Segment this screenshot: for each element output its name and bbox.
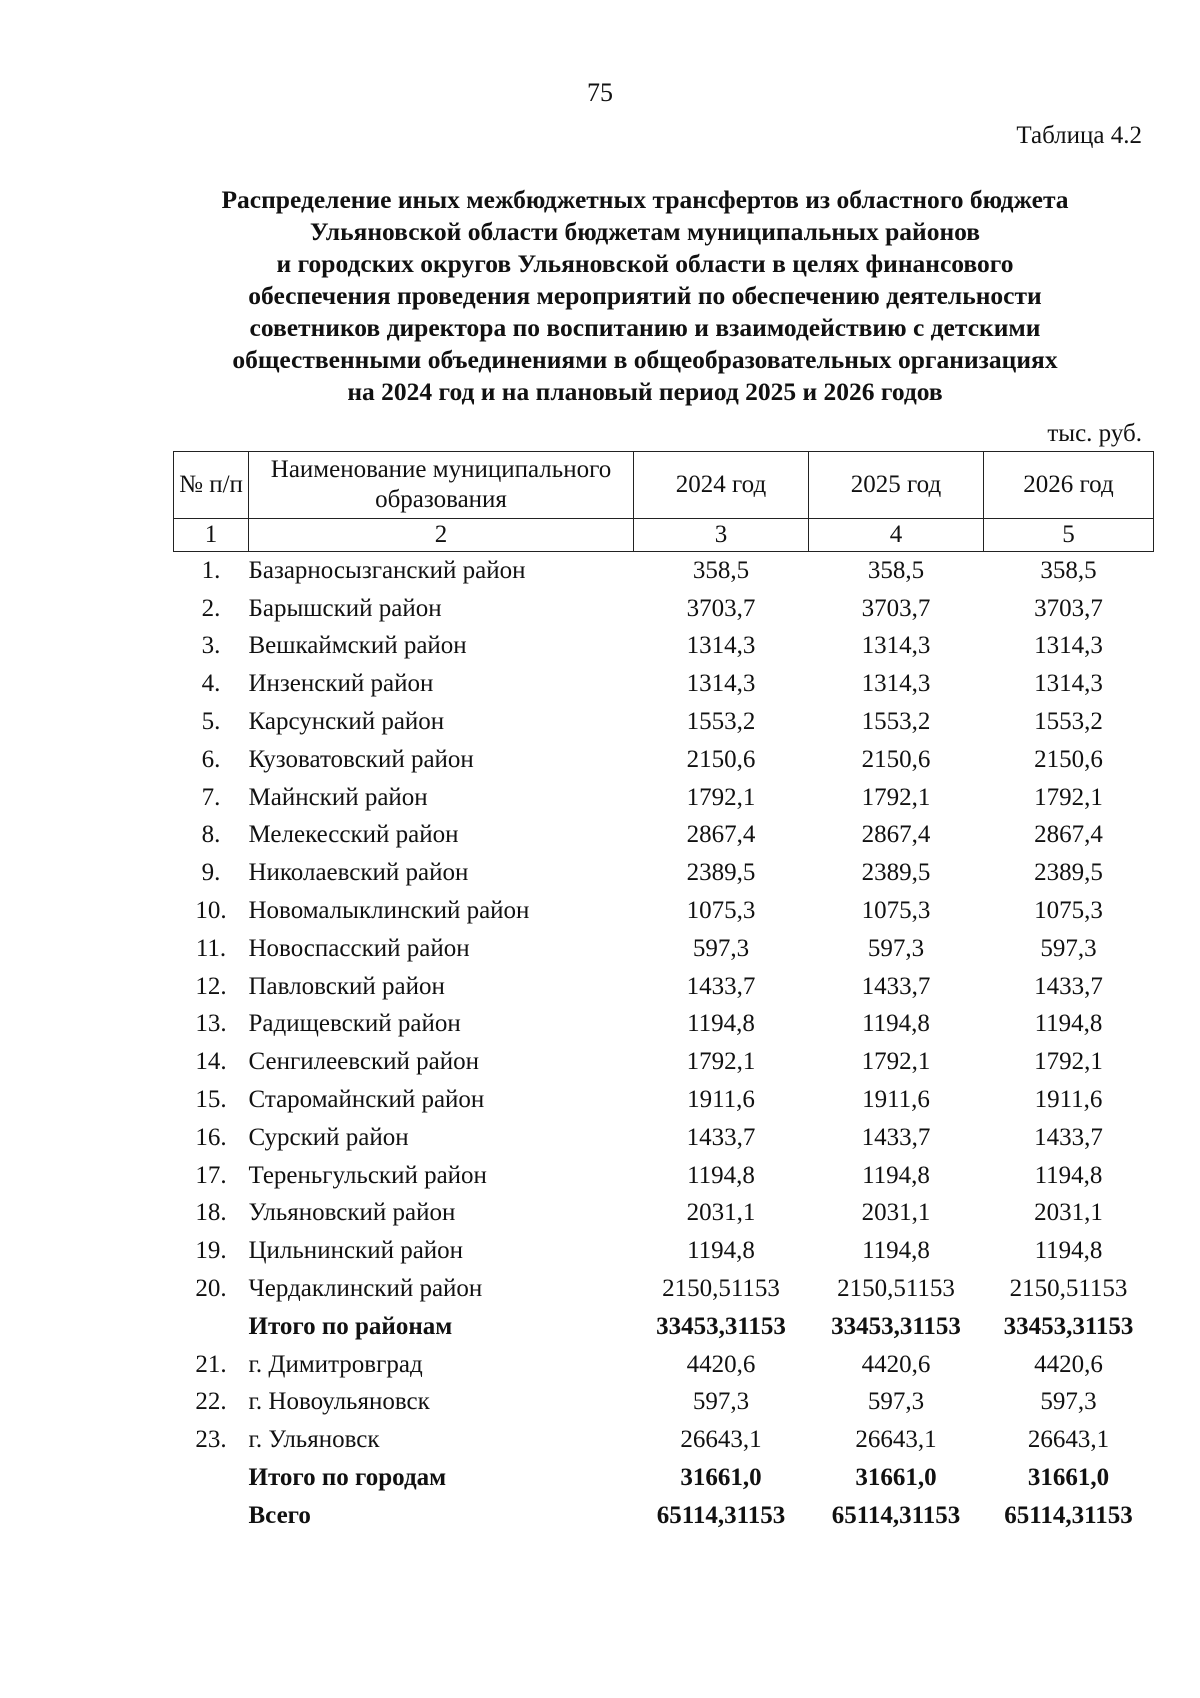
row-number: 14. — [195, 1048, 227, 1076]
row-number: 15. — [195, 1086, 227, 1114]
value-2025: 358,5 — [867, 556, 925, 584]
table-row — [174, 1006, 1154, 1044]
row-number: 19. — [195, 1237, 227, 1265]
value-2026: 597,3 — [1040, 934, 1097, 962]
value-2024: 1911,6 — [687, 1086, 755, 1114]
municipality-name: Павловский район — [248, 972, 445, 1000]
row-number: 18. — [195, 1199, 227, 1227]
municipality-name: Новоспасский район — [248, 934, 470, 962]
row-number: 5. — [201, 708, 221, 736]
total-row — [174, 1497, 1154, 1535]
value-2026: 2031,1 — [1034, 1199, 1103, 1227]
row-number: 9. — [201, 859, 221, 887]
value-2025: 2031,1 — [861, 1199, 931, 1227]
table-row — [174, 1195, 1154, 1233]
table-body — [174, 552, 1154, 1535]
header-2026: 2026 год — [984, 452, 1154, 519]
units-label: тыс. руб. — [1047, 420, 1142, 447]
value-2026: 1314,3 — [1034, 670, 1103, 698]
municipality-name: Николаевский район — [248, 859, 469, 887]
row-number: 20. — [195, 1275, 227, 1303]
value-2024: 1792,1 — [686, 783, 756, 811]
value-2025: 597,3 — [867, 934, 925, 962]
value-2025: 2150,51153 — [837, 1275, 955, 1303]
value-2024: 1314,3 — [686, 632, 756, 660]
value-2025: 1792,1 — [861, 783, 931, 811]
row-number: 11. — [195, 934, 227, 962]
value-2025: 1194,8 — [862, 1237, 930, 1265]
value-2024: 4420,6 — [686, 1350, 756, 1378]
value-2024: 33453,31153 — [656, 1312, 786, 1340]
table-row — [174, 1384, 1154, 1422]
row-number: 16. — [195, 1123, 227, 1151]
document-title — [170, 184, 1120, 408]
table-row — [174, 628, 1154, 666]
table-row — [174, 590, 1154, 628]
municipality-name: Сурский район — [248, 1123, 409, 1151]
title-line: обеспечения проведения мероприятий по обеспечению деятельности — [248, 281, 1042, 310]
value-2024: 2150,51153 — [662, 1275, 780, 1303]
row-number: 4. — [201, 670, 221, 698]
table-row — [174, 1157, 1154, 1195]
value-2025: 1433,7 — [861, 1123, 931, 1151]
value-2026: 1911,6 — [1034, 1086, 1103, 1114]
row-number: 22. — [195, 1388, 227, 1416]
municipality-name: Кузоватовский район — [248, 745, 474, 773]
table-row — [174, 1270, 1154, 1308]
value-2026: 1194,8 — [1034, 1161, 1103, 1189]
value-2025: 26643,1 — [855, 1426, 937, 1454]
municipality-name: Цильнинский район — [248, 1237, 464, 1265]
title-line: и городских округов Ульяновской области в целях финансового — [276, 249, 1014, 278]
value-2026: 2389,5 — [1034, 859, 1103, 887]
municipality-name: Итого по районам — [248, 1312, 453, 1340]
row-number: 21. — [195, 1350, 227, 1378]
header-2025: 2025 год — [809, 452, 984, 519]
value-2026: 1314,3 — [1034, 632, 1103, 660]
table-row — [174, 1346, 1154, 1384]
column-number-row — [174, 519, 1154, 552]
table-row — [174, 968, 1154, 1006]
municipality-name: Итого по городам — [248, 1464, 447, 1492]
value-2025: 33453,31153 — [831, 1312, 961, 1340]
row-number: 12. — [195, 972, 227, 1000]
value-2024: 1792,1 — [686, 1048, 756, 1076]
table-row — [174, 892, 1154, 930]
column-number: 5 — [984, 519, 1154, 552]
value-2025: 4420,6 — [861, 1350, 931, 1378]
municipality-name: Новомалыклинский район — [248, 897, 530, 925]
value-2026: 358,5 — [1040, 556, 1097, 584]
value-2025: 1433,7 — [861, 972, 931, 1000]
row-number: 6. — [201, 745, 221, 773]
municipality-name: Базарносызганский район — [248, 556, 526, 584]
value-2026: 31661,0 — [1027, 1464, 1110, 1492]
header-number: № п/п — [174, 452, 249, 519]
row-number: 2. — [201, 594, 221, 622]
value-2025: 1314,3 — [861, 670, 931, 698]
row-number: 17. — [195, 1161, 227, 1189]
value-2024: 1194,8 — [687, 1237, 755, 1265]
row-number — [174, 1497, 249, 1535]
table-row — [174, 930, 1154, 968]
row-number: 13. — [195, 1010, 227, 1038]
table-row — [174, 854, 1154, 892]
value-2025: 3703,7 — [861, 594, 931, 622]
municipality-name: Чердаклинский район — [248, 1275, 483, 1303]
table-row — [174, 1043, 1154, 1081]
title-line: на 2024 год и на плановый период 2025 и 2026 годов — [347, 377, 943, 406]
municipality-name: Старомайнский район — [248, 1086, 485, 1114]
value-2024: 1314,3 — [686, 670, 756, 698]
value-2024: 2389,5 — [686, 859, 756, 887]
value-2025: 1911,6 — [862, 1086, 930, 1114]
value-2026: 1792,1 — [1034, 783, 1103, 811]
value-2026: 1194,8 — [1034, 1237, 1103, 1265]
row-number: 3. — [201, 632, 221, 660]
value-2026: 1433,7 — [1034, 972, 1103, 1000]
title-line: общественными объединениями в общеобразовательных организациях — [232, 345, 1058, 374]
value-2025: 65114,31153 — [831, 1501, 961, 1529]
value-2025: 1194,8 — [862, 1161, 930, 1189]
row-number: 1. — [201, 556, 221, 584]
table-row — [174, 1232, 1154, 1270]
table-label: Таблица 4.2 — [1016, 122, 1142, 149]
table-row — [174, 1081, 1154, 1119]
table-row — [174, 817, 1154, 855]
table-row — [174, 552, 1154, 590]
table-header-row — [174, 452, 1154, 519]
title-line: Ульяновской области бюджетам муниципальных районов — [309, 217, 981, 246]
municipality-name: Мелекесский район — [248, 821, 459, 849]
value-2024: 2150,6 — [686, 745, 756, 773]
transfers-table — [173, 451, 1154, 1535]
value-2024: 1194,8 — [687, 1010, 755, 1038]
value-2025: 31661,0 — [855, 1464, 937, 1492]
total-row — [174, 1308, 1154, 1346]
municipality-name: Инзенский район — [248, 670, 434, 698]
municipality-name: Радищевский район — [248, 1010, 461, 1038]
row-number: 7. — [201, 783, 221, 811]
value-2026: 2150,6 — [1034, 745, 1103, 773]
value-2026: 1075,3 — [1034, 897, 1103, 925]
municipality-name: Барышский район — [248, 594, 442, 622]
value-2024: 1433,7 — [686, 972, 756, 1000]
value-2025: 1075,3 — [861, 897, 931, 925]
value-2024: 2867,4 — [686, 821, 756, 849]
value-2026: 1194,8 — [1034, 1010, 1103, 1038]
value-2025: 2389,5 — [861, 859, 931, 887]
municipality-name: г. Ульяновск — [248, 1426, 380, 1454]
municipality-name: Сенгилеевский район — [248, 1048, 480, 1076]
value-2026: 1792,1 — [1034, 1048, 1103, 1076]
value-2025: 1792,1 — [861, 1048, 931, 1076]
value-2026: 26643,1 — [1027, 1426, 1110, 1454]
row-number: 8. — [201, 821, 221, 849]
value-2025: 2867,4 — [861, 821, 931, 849]
table-row — [174, 1119, 1154, 1157]
value-2026: 2150,51153 — [1009, 1275, 1128, 1303]
title-line: Распределение иных межбюджетных трансфертов из областного бюджета — [221, 185, 1069, 214]
municipality-name: Ульяновский район — [248, 1199, 456, 1227]
row-number — [174, 1308, 249, 1346]
value-2024: 1553,2 — [686, 708, 756, 736]
row-number: 23. — [195, 1426, 227, 1454]
value-2026: 1553,2 — [1034, 708, 1103, 736]
header-2024: 2024 год — [634, 452, 809, 519]
value-2025: 597,3 — [867, 1388, 925, 1416]
value-2024: 1194,8 — [687, 1161, 755, 1189]
value-2026: 597,3 — [1040, 1388, 1097, 1416]
value-2026: 33453,31153 — [1003, 1312, 1134, 1340]
municipality-name: Карсунский район — [248, 708, 445, 736]
value-2025: 1553,2 — [861, 708, 931, 736]
municipality-name: Тереньгульский район — [248, 1161, 487, 1189]
value-2026: 1433,7 — [1034, 1123, 1103, 1151]
value-2025: 1314,3 — [861, 632, 931, 660]
value-2026: 3703,7 — [1034, 594, 1103, 622]
value-2026: 65114,31153 — [1004, 1501, 1133, 1529]
table-row — [174, 1421, 1154, 1459]
column-number: 4 — [809, 519, 984, 552]
value-2025: 2150,6 — [861, 745, 931, 773]
municipality-name: Майнский район — [248, 783, 428, 811]
value-2024: 2031,1 — [686, 1199, 756, 1227]
value-2026: 4420,6 — [1034, 1350, 1103, 1378]
value-2025: 1194,8 — [862, 1010, 930, 1038]
municipality-name: г. Димитровград — [248, 1350, 423, 1378]
value-2024: 31661,0 — [680, 1464, 762, 1492]
value-2024: 358,5 — [692, 556, 750, 584]
value-2024: 26643,1 — [680, 1426, 762, 1454]
title-line: советников директора по воспитанию и взаимодействию с детскими — [249, 313, 1041, 342]
value-2024: 65114,31153 — [656, 1501, 786, 1529]
value-2024: 1433,7 — [686, 1123, 756, 1151]
table-row — [174, 703, 1154, 741]
value-2024: 597,3 — [692, 1388, 750, 1416]
municipality-name: Вешкаймский район — [248, 632, 467, 660]
municipality-name: г. Новоульяновск — [248, 1388, 430, 1416]
municipality-name: Всего — [248, 1501, 311, 1529]
column-number: 1 — [174, 519, 249, 552]
value-2024: 3703,7 — [686, 594, 756, 622]
page-number: 75 — [587, 78, 613, 107]
table-row — [174, 665, 1154, 703]
table-row — [174, 779, 1154, 817]
column-number: 2 — [249, 519, 634, 552]
row-number: 10. — [195, 897, 227, 925]
column-number: 3 — [634, 519, 809, 552]
value-2026: 2867,4 — [1034, 821, 1103, 849]
table-row — [174, 741, 1154, 779]
value-2024: 597,3 — [692, 934, 750, 962]
row-number — [174, 1459, 249, 1497]
total-row — [174, 1459, 1154, 1497]
value-2024: 1075,3 — [686, 897, 756, 925]
header-name: Наименование муниципального образования — [249, 452, 634, 519]
